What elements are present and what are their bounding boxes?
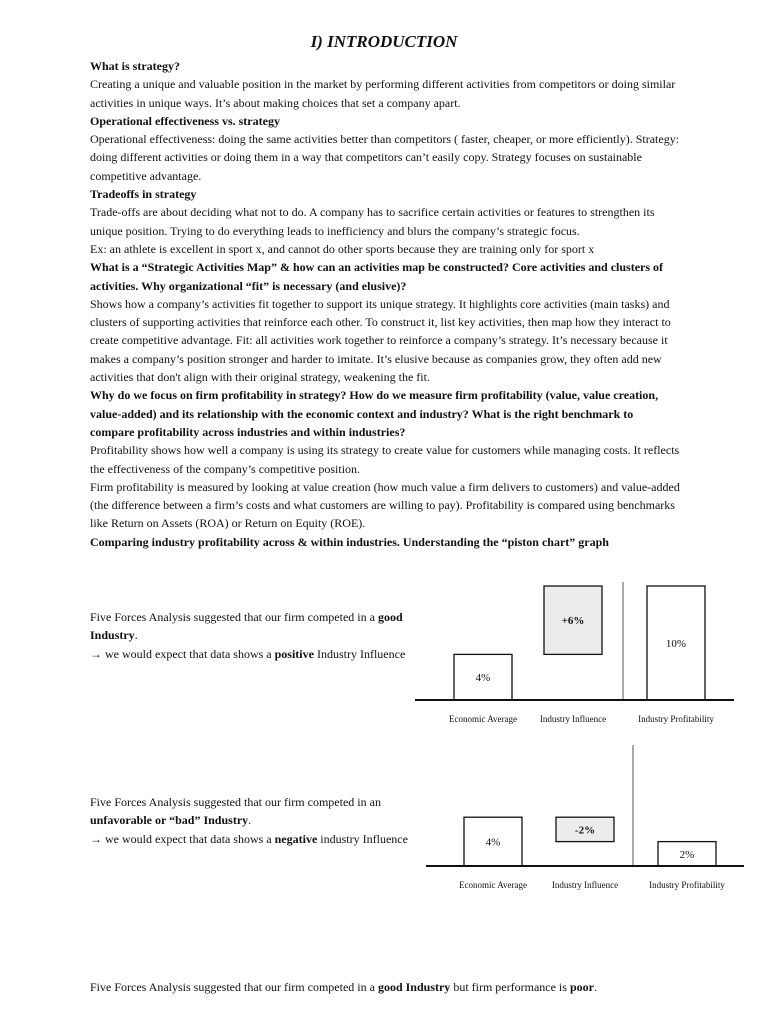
section-paragraph: Operational effectiveness: doing the same activities better than competitors ( faster, cheaper, or more efficiently). Strategy: doing different activities or doing them in a way that competitors can’t easily copy. Strategy focuses on sustainable competitive advantage. [90,132,680,183]
section-heading: Tradeoffs in strategy [90,187,197,202]
piston-chart-svg [412,580,742,730]
bottom-bold-term: poor [569,980,594,994]
category-label: Economic Average [458,880,528,890]
section-heading: Why do we focus on firm profitability in strategy? How do we measure firm profitability (value, value creation, value-added) and its relationship with the economic context and industry? What is the right benchmark to compare profitability across industries and within industries? [90,388,659,439]
section-heading: What is a “Strategic Activities Map” & how can an activities map be constructed? Core activities and clusters of activities. Why organizational “fit” is necessary (and elusive)? [90,260,664,293]
bottom-paragraph [90,978,597,996]
case-bold-term: good Industry [90,610,403,643]
bottom-text-part: . [593,980,597,994]
bottom-text-part: but firm performance is [450,980,570,994]
data-label: +6% [561,615,585,628]
data-label: -2% [574,824,596,837]
section-paragraph: Shows how a company’s activities fit together to support its unique strategy. It highlights core activities (main tasks) and clusters of supporting activities that reinforce each other. To construct it, list key activities, then map how they interact to create competitive advantage. Fit: all activities work together to reinforce a company’s strategy. It’s necessary because it makes a company’s position stronger and harder to imitate. It’s elusive because as companies grow, they often add new activities that don't align with their original strategy, weakening the fit. [90,296,671,385]
page-title: I) INTRODUCTION [310,32,458,51]
case-text-part: . [248,813,252,828]
case-text-bad-industry [90,793,410,848]
piston-chart-svg [422,745,752,895]
category-label: Industry Influence [539,714,607,724]
data-label: 4% [485,836,501,849]
section-paragraph: Profitability shows how well a company is using its strategy to create value for customers while managing costs. It reflects the effectiveness of the company’s competitive position. [90,443,680,476]
case-text-part: . [134,628,138,643]
piston-chart-good [412,580,742,730]
category-label: Industry Profitability [638,714,714,724]
data-label: 10% [665,638,687,650]
case-text-part: Five Forces Analysis suggested that our firm competed in an [90,795,381,809]
section-paragraph: Firm profitability is measured by looking at value creation (how much value a firm delivers to customers) and value-added (the difference between a firm’s costs and what customers are willing to pay). Profitability is compared using benchmarks like Return on Assets (ROA) or Return on Equity (ROE). [90,479,680,531]
case-text-part: industry Influence [317,831,408,846]
case-text-part: Five Forces Analysis suggested that our firm competed in a [90,610,378,624]
section-heading: What is strategy? [90,59,180,73]
data-label: 2% [679,848,695,861]
case-text-part: Industry Influence [313,646,406,661]
bottom-bold-term: good Industry [377,980,451,994]
section-paragraph: Ex: an athlete is excellent in sport x, and cannot do other sports because they are training only for sport x [90,241,595,256]
case-text-part: → we would expect that data shows a [90,646,275,661]
category-label: Industry Profitability [649,880,725,890]
case-bold-term: positive [274,646,314,661]
bottom-text-part: Five Forces Analysis suggested that our firm competed in a [90,980,378,994]
piston-chart-bad [422,745,752,895]
section-heading: Comparing industry profitability across & within industries. Understanding the “piston chart” graph [90,534,609,549]
document-body [90,57,680,551]
data-label: 4% [475,672,491,685]
case-text-part: → we would expect that data shows a [90,831,275,846]
section-paragraph: Trade-offs are about deciding what not to do. A company has to sacrifice certain activities or features to strengthen its unique position. Trying to do everything leads to inefficiency and blurs the company’s strategic focus. [90,205,655,238]
category-label: Economic Average [448,714,518,724]
case-text-good-industry [90,608,410,663]
section-heading: Operational effectiveness vs. strategy [90,113,280,128]
case-bold-term: unfavorable or “bad” Industry [90,813,249,828]
case-bold-term: negative [274,831,318,846]
section-paragraph: Creating a unique and valuable position in the market by performing different activities from competitors or doing similar activities in unique ways. It’s about making choices that set a company apart. [90,77,676,110]
category-label: Industry Influence [551,880,619,890]
